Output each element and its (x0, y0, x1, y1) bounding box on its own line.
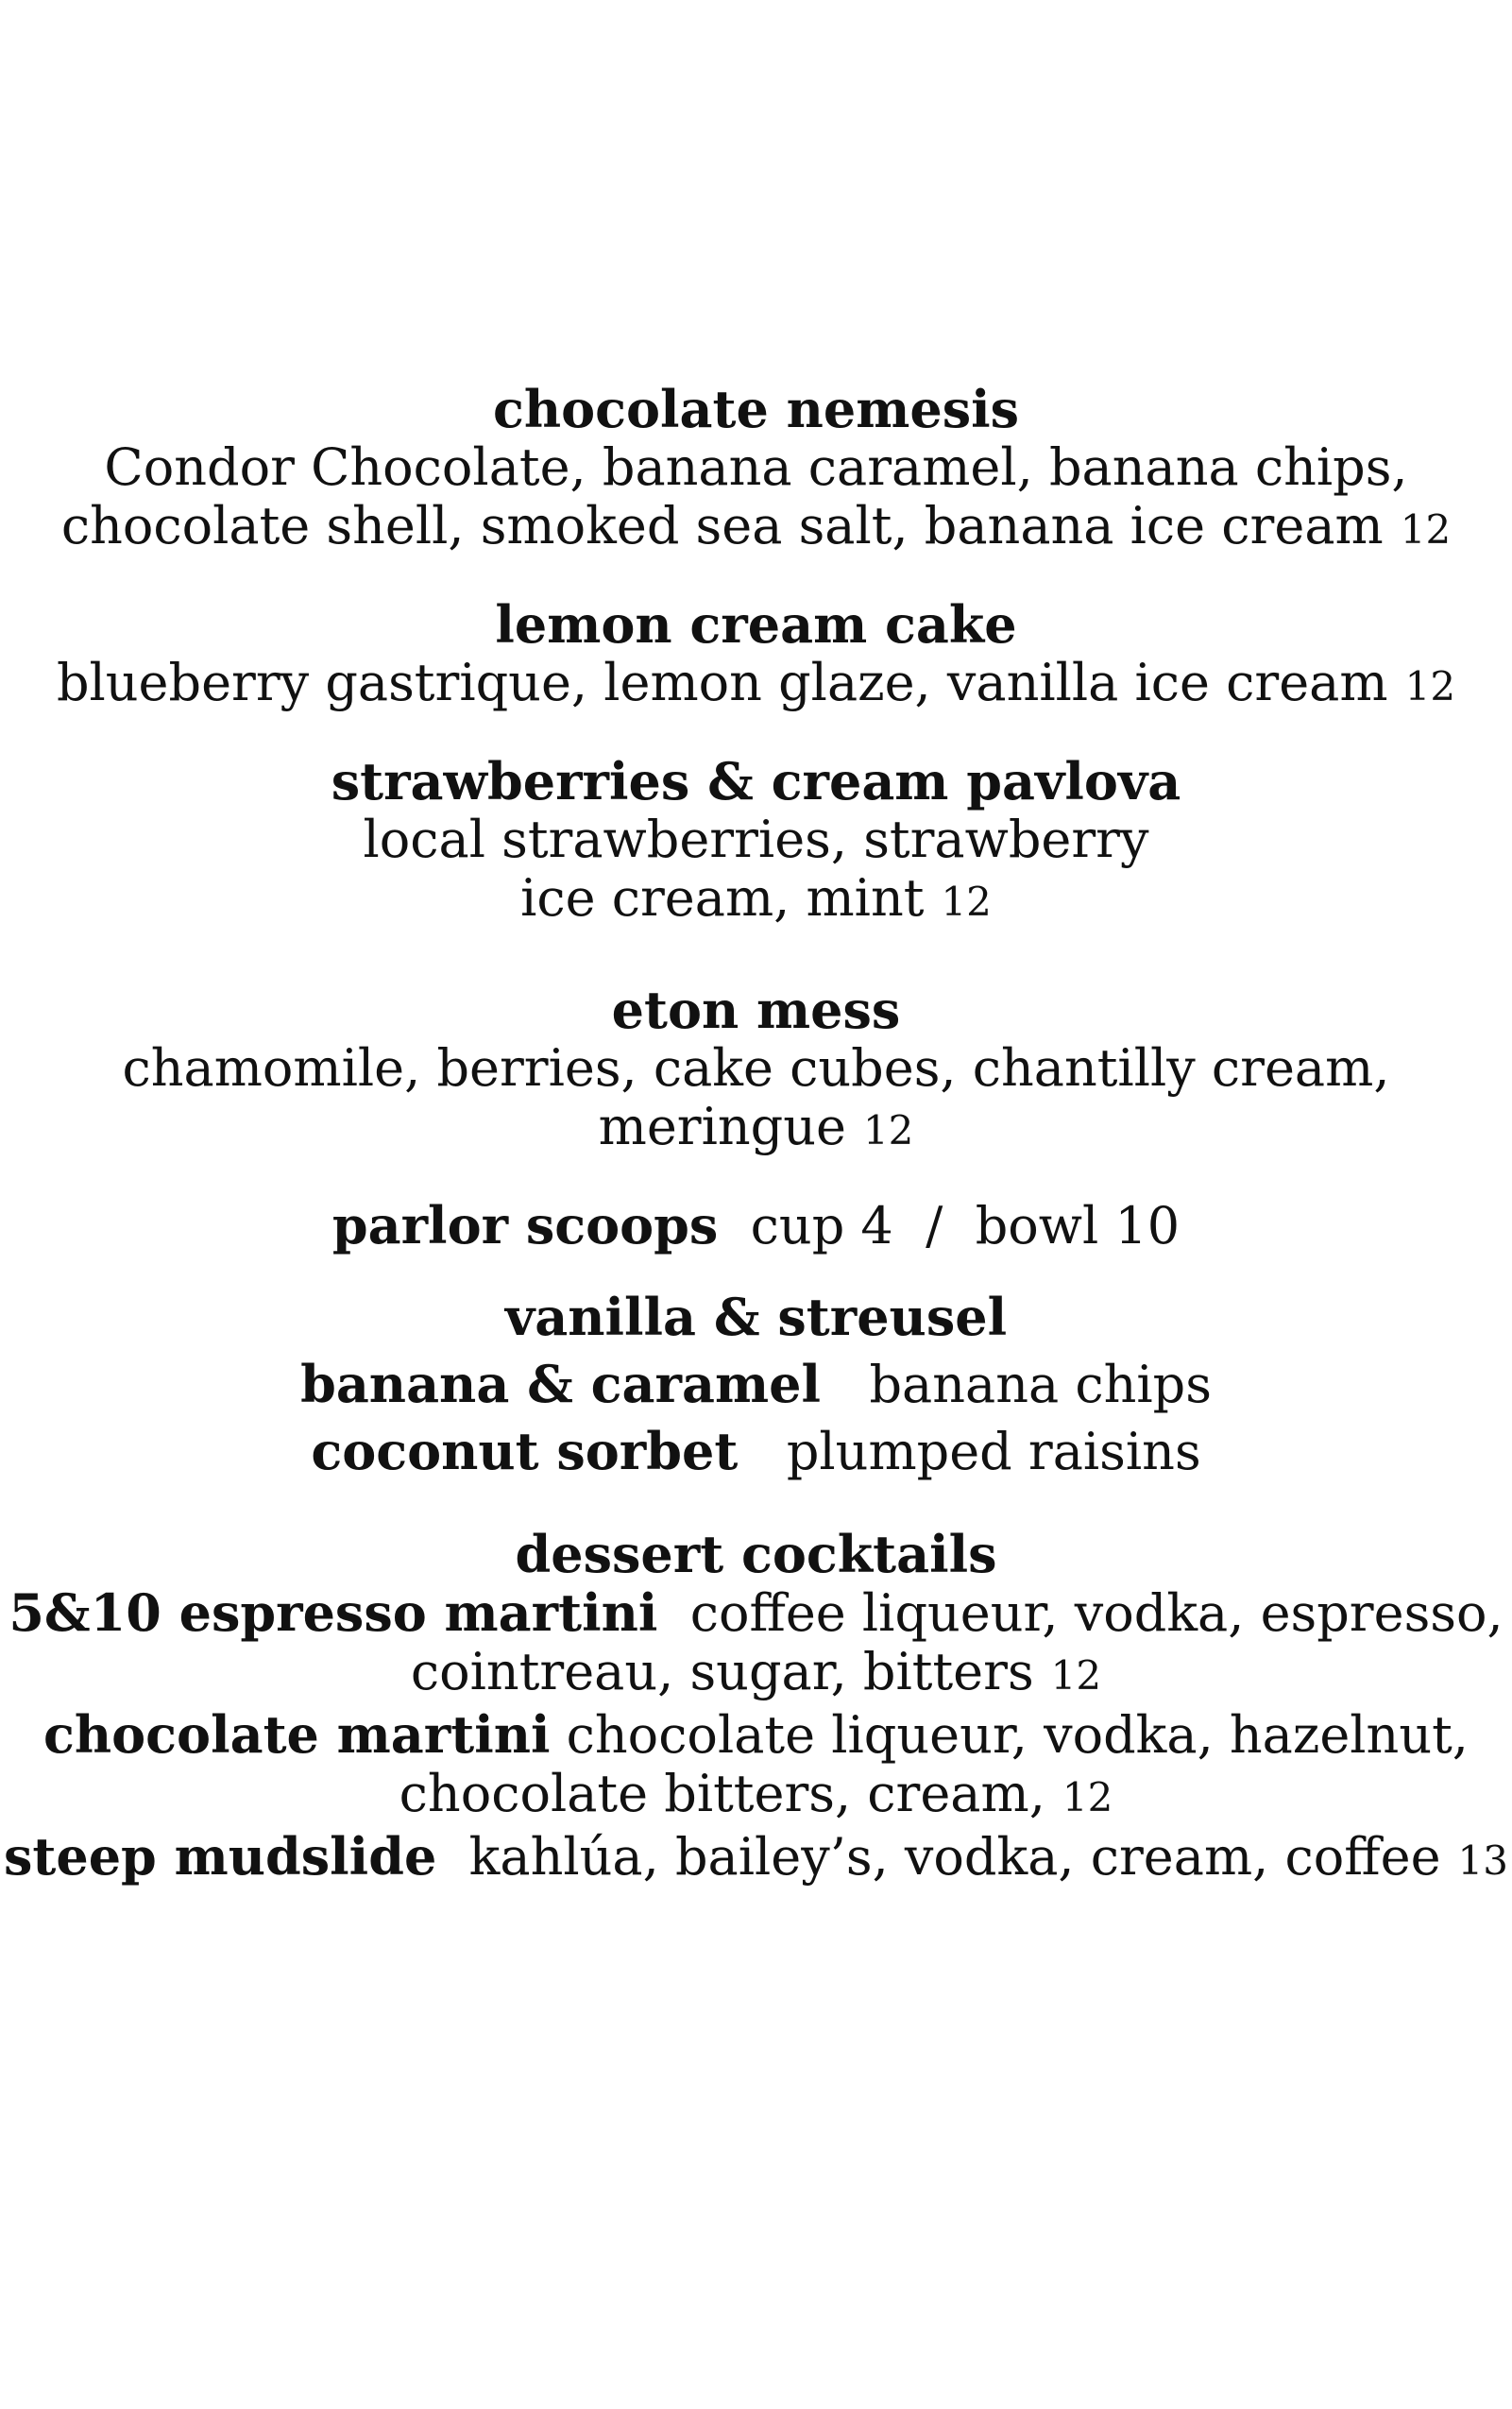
cocktail-description: kahlúa, bailey’s, vodka, cream, coffee (468, 1827, 1441, 1887)
item-name: strawberries & cream pavlova (331, 751, 1181, 812)
item-description-text: blueberry gastrique, lemon glaze, vanilla ice cream (56, 653, 1388, 712)
menu-item-chocolate-nemesis (0, 380, 1512, 559)
item-description-line (0, 654, 1512, 716)
item-price: 12 (1400, 506, 1452, 553)
section-heading: dessert cocktails (515, 1524, 997, 1584)
cocktail-price: 13 (1457, 1837, 1508, 1884)
item-name: lemon cream cake (495, 594, 1017, 655)
cocktail-price: 12 (1062, 1774, 1113, 1820)
item-description-text: meringue (598, 1097, 846, 1156)
cocktail-description: cointreau, sugar, bitters (410, 1642, 1034, 1701)
flavor-item (0, 1418, 1512, 1485)
cocktail-name: 5&10 espresso martini (8, 1582, 658, 1643)
flavor-name: coconut sorbet (311, 1421, 739, 1481)
scoop-flavors-list (0, 1284, 1512, 1485)
cocktail-description: chocolate liqueur, vodka, hazelnut, (566, 1705, 1469, 1765)
item-price: 12 (1404, 663, 1456, 709)
price-separator: / (926, 1196, 943, 1256)
dessert-cocktails-section (0, 1525, 1512, 1890)
cocktail-description-line (0, 1765, 1512, 1827)
flavor-item (0, 1351, 1512, 1418)
parlor-scoops-cup-price: cup 4 (750, 1196, 893, 1256)
flavor-name: banana & caramel (300, 1354, 821, 1414)
parlor-scoops-line (0, 1196, 1512, 1256)
dessert-menu (0, 380, 1512, 1890)
item-description-line (0, 1098, 1512, 1160)
cocktail-item (0, 1827, 1512, 1890)
cocktail-name: chocolate martini (43, 1704, 551, 1765)
parlor-scoops-name: parlor scoops (331, 1195, 719, 1256)
item-price: 12 (941, 879, 992, 925)
cocktail-item (0, 1705, 1512, 1765)
item-description-text: chocolate shell, smoked sea salt, banana ice cream (60, 496, 1384, 555)
cocktail-description: chocolate bitters, cream, (399, 1764, 1045, 1823)
item-price: 12 (862, 1107, 914, 1153)
cocktail-name: steep mudslide (4, 1826, 437, 1887)
item-description-line: Condor Chocolate, banana caramel, banana chips, (104, 437, 1408, 497)
flavor-item (0, 1284, 1512, 1351)
parlor-scoops-bowl-price: bowl 10 (975, 1196, 1181, 1256)
cocktail-description: coffee liqueur, vodka, espresso, (689, 1583, 1504, 1643)
item-name: chocolate nemesis (492, 379, 1020, 439)
cocktail-item (0, 1583, 1512, 1643)
menu-item-lemon-cream-cake (0, 595, 1512, 716)
item-description-line (0, 497, 1512, 559)
item-description-text: ice cream, mint (520, 868, 925, 928)
item-description-line: chamomile, berries, cake cubes, chantilly cream, (122, 1038, 1390, 1098)
flavor-name: vanilla & streusel (504, 1287, 1008, 1347)
item-name: eton mess (611, 980, 901, 1040)
flavor-note: plumped raisins (786, 1422, 1201, 1481)
menu-item-eton-mess (0, 981, 1512, 1160)
item-description-line (0, 869, 1512, 931)
item-description-line: local strawberries, strawberry (363, 810, 1149, 869)
menu-item-pavlova (0, 752, 1512, 931)
cocktail-price: 12 (1050, 1652, 1102, 1699)
flavor-note: banana chips (869, 1355, 1212, 1414)
cocktail-description-line (0, 1643, 1512, 1705)
